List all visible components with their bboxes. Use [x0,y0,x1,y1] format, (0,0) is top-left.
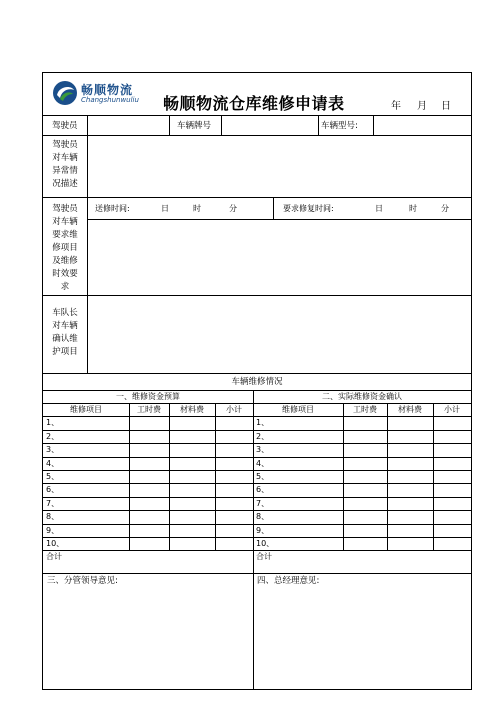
row-number: 6、 [256,485,270,495]
row-number: 9、 [256,525,270,535]
table-line [43,510,471,511]
table-line [433,403,434,550]
column-header: 维修项目 [70,405,102,414]
column-header: 材料费 [398,405,422,414]
date-month: 月 [417,101,427,112]
table-line [129,403,130,550]
anomaly-field[interactable] [88,136,470,196]
send-time-label: 送修时间: [95,204,130,213]
form-title: 畅顺物流仓库维修申请表 [163,94,345,113]
anomaly-label [43,139,87,191]
row-number: 7、 [46,498,60,508]
label-line: 修项目 [52,243,78,253]
actual-title: 二、实际维修资金确认 [322,392,402,401]
label-line: 护项目 [52,347,78,357]
row-number: 9、 [46,525,60,535]
column-header: 维修项目 [282,405,314,414]
table-line [43,537,471,538]
label-line: 确认维 [52,334,78,344]
label-line: 对车辆 [52,153,78,163]
table-line [43,483,471,484]
budget-title: 一、维修资金预算 [116,392,180,401]
divider [43,197,471,198]
company-logo [51,79,161,109]
label-line: 驾驶员 [52,204,78,214]
divider [169,115,170,135]
send-day-unit: 日 [161,204,169,213]
date-year: 年 [391,101,401,112]
confirm-field[interactable] [88,296,470,372]
column-header: 小计 [444,405,460,414]
divider [43,390,471,391]
row-number: 6、 [46,485,60,495]
req-day-unit: 日 [375,204,383,213]
table-line [43,430,471,431]
request-field[interactable] [88,220,470,294]
req-hour-unit: 时 [409,204,417,213]
repair-heading: 车辆维修情况 [231,377,283,387]
column-header: 工时费 [353,405,377,414]
label-line: 异常情 [52,166,78,176]
driver-label: 驾驶员 [52,121,78,131]
row-number: 3、 [46,445,60,455]
table-line [169,403,170,550]
req-minute-unit: 分 [441,204,449,213]
send-minute-unit: 分 [229,204,237,213]
table-line [43,524,471,525]
row-number: 1、 [46,418,60,428]
row-number: 5、 [256,472,270,481]
repair-request-form [42,72,472,690]
divider [43,373,471,374]
table-line [387,403,388,550]
confirm-label [43,307,87,359]
row-number: 2、 [46,431,60,441]
row-number: 2、 [256,431,270,441]
label-line: 车队长 [52,308,78,318]
send-hour-unit: 时 [193,204,201,213]
table-line [215,403,216,550]
row-number: 4、 [256,458,270,468]
divider [253,573,254,689]
label-line: 驾驶员 [52,140,78,150]
row-number: 10、 [256,539,275,548]
row-number: 10、 [46,539,65,548]
table-line [43,443,471,444]
table-line [43,457,471,458]
label-line: 对车辆 [52,217,78,227]
column-header: 工时费 [137,405,161,414]
column-header: 小计 [226,405,242,414]
divider [273,197,274,219]
table-line [343,403,344,550]
leader-opinion-field[interactable] [44,587,252,687]
model-field[interactable] [374,116,470,134]
model-label: 车辆型号: [321,121,358,131]
divider [318,115,319,135]
gm-opinion-field[interactable] [255,587,470,687]
total-label: 合计 [256,552,272,562]
divider [43,573,471,574]
row-number: 5、 [46,472,60,481]
table-line [43,416,471,417]
label-line: 况描述 [52,179,78,189]
label-line: 时效要 [52,269,78,279]
total-label: 合计 [46,552,62,562]
label-line: 求 [60,282,70,292]
row-number: 8、 [46,512,60,522]
table-line [43,470,471,471]
plate-label: 车辆牌号 [177,121,212,131]
row-number: 7、 [256,498,270,508]
column-header: 材料费 [180,405,204,414]
row-number: 8、 [256,512,270,522]
plate-field[interactable] [222,116,317,134]
driver-field[interactable] [88,116,168,134]
logo-brand-text: 畅顺物流 [81,83,134,97]
logo-mark-icon [51,79,79,107]
gm-opinion-label: 四、总经理意见: [257,576,320,586]
row-number: 1、 [256,418,270,428]
logo-english-text: Changshunwuliu [81,96,139,104]
leader-opinion-label: 三、分管领导意见: [47,576,118,586]
repair-table [43,403,471,573]
label-line: 对车辆 [52,321,78,331]
label-line: 要求维 [52,230,78,240]
date-day: 日 [441,101,451,112]
req-time-label: 要求修复时间: [283,204,334,213]
label-line: 及维修 [52,256,78,266]
row-number: 4、 [46,458,60,468]
row-number: 3、 [256,445,270,455]
request-label [43,203,87,294]
table-line [43,497,471,498]
